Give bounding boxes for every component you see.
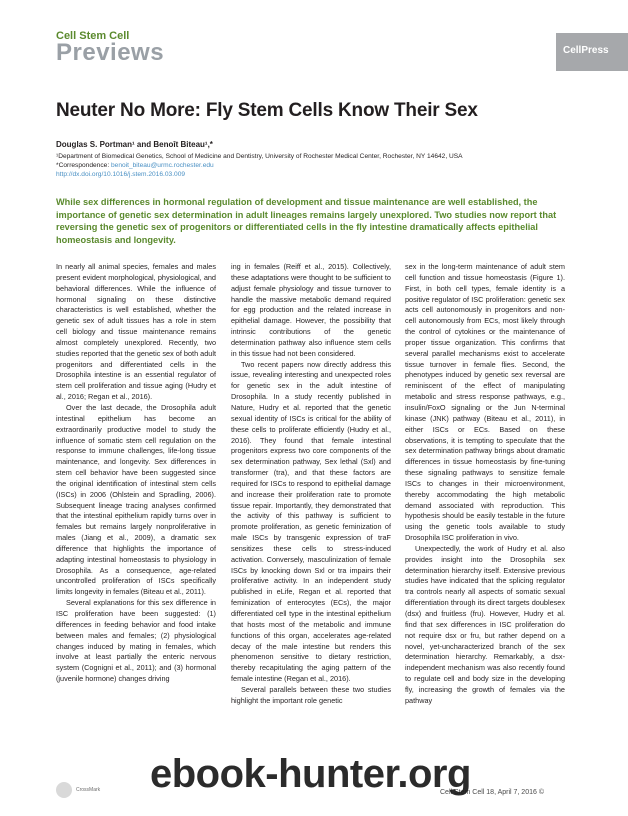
paragraph: ing in females (Reiff et al., 2015). Collectively, these adaptations were thought to be sufficient to adjust female physiology and tissue turnover to handle the massive metabolic demand required for egg production and the related increase in epithelial damage. However, the possibility that intrinsic contributions of the genetic determination pathway also influence stem cells in this tissue had not been considered. [231,262,391,358]
column-2 [231,262,391,707]
paragraph: Several parallels between these two studies highlight the important role genetic [231,684,391,705]
crossmark-label: CrossMark [76,787,101,793]
journal-name: Cell Stem Cell [56,30,130,42]
watermark: ebook-hunter.org [150,752,471,796]
paragraph: Over the last decade, the Drosophila adult intestinal epithelium has become an extraordinarily productive model to study the influence of somatic stem cell regulation on the response to immune challenges, life-long tissue maintenance, and longevity. Sex differences in stem cell behavior have been suggested since the original identification of intestinal stem cells (ISCs) in 2006 (Ohlstein and Spradling, 2006). Subsequent lineage tracing analyses confirmed that the intestinal epithelium rapidly turns over in females but remains largely nonproliferative in males (Jiang et al., 2009), a dramatic sex difference that highlights the importance of adapting intestinal homeostasis to physiology in Drosophila. As a consequence, age-related uncontrolled proliferation of ISCs specifically limits longevity in females (Biteau et al., 2011). [56,402,216,597]
abstract: While sex differences in hormonal regulation of development and tissue maintenance are well established, the importance of genetic sex determination in adult lineages remains largely unexplored. Two studies now report that reversing the genetic sex of progenitors or differentiated cells in the fly intestine dramatically affects epithelial homeostasis and longevity. [56,197,557,245]
column-1 [56,262,216,685]
crossmark-icon[interactable] [56,782,72,798]
paragraph: Unexpectedly, the work of Hudry et al. also provides insight into the Drosophila sex determination hierarchy itself. Extensive previous studies have indicated that the splicing regulator tra controls nearly all aspects of somatic sexual differentiation through its direct targets doublesex (dsx) and fruitless (fru). However, Hudry et al. find that sex differences in ISC proliferation do not require dsx or fru, but rather depend on a novel, yet-uncharacterized branch of the sex determination hierarchy. Remarkably, a dsx-independent mechanism was also recently found to regulate cell and body size in the developing fly, increasing the growth of females via the pathway [405,543,565,705]
paragraph: Several explanations for this sex difference in ISC proliferation have been suggested: (1) differences in feeding behavior and food intake between males and females; (2) physiological changes induced by mating in females, which involve at least partially the enteric nervous system (Cognigni et al., 2011); and (3) hormonal (juvenile hormone) changes driving [56,598,216,684]
page-footer: Cell Stem Cell 18, April 7, 2016 © [440,789,544,796]
affiliation: ¹Department of Biomedical Genetics, School of Medicine and Dentistry, University of Rochester Medical Center, Rochester, NY 14642, USA [56,153,463,160]
paragraph: In nearly all animal species, females and males present evident morphological, physiological, and behavioral differences. While the influence of hormonal signaling on these distinctive characteristics is well established, whether the genetic sex of adult tissues has a role in stem cell biology and tissue maintenance remains almost completely unexplored. Recently, two studies reported that the genetic sex of both adult progenitors and differentiated cells in the Drosophila intestine is an essential regulator of stem cell proliferation and tissue aging (Hudry et al., 2016; Regan et al., 2016). [56,262,216,402]
paragraph: Two recent papers now directly address this issue, revealing interesting and unexpected roles for genetic sex in the adult intestine of Drosophila. In a study recently published in Nature, Hudry et al. reported that the genetic sexual identity of ISCs is critical for the ability of these cells to proliferate efficiently (Hudry et al., 2016). They found that female intestinal progenitors express two core components of the sex determination pathway, Sex lethal (Sxl) and transformer (tra), and that these factors are required for ISCs to respond to epithelial damage and increase their proliferation rate to promote tissue repair. Importantly, they demonstrated that the activity of this pathway is sufficient to promote proliferation, as genetic feminization of male ISCs by transgenic expression of traF sensitizes these cells to stress-induced activation. Conversely, masculinization of female ISCs by knocking down Sxl or tra impairs their proliferative activity. In an independent study published in eLife, Regan et al. reported that feminization of enterocytes (ECs), the major differentiated cell type in the intestinal epithelium that hosts most of the metabolic and immune functions of this organ, accelerates age-related decay of the male intestine but renders this phenomenon sensitive to dietary restriction, thereby recapitulating the aging pattern of the female intestine (Regan et al., 2016). [231,359,391,684]
doi-link[interactable]: http://dx.doi.org/10.1016/j.stem.2016.03.009 [56,171,186,178]
email-link[interactable]: benoit_biteau@urmc.rochester.edu [110,162,214,169]
column-3 [405,262,565,707]
publisher-logo: CellPress [556,33,628,71]
correspondence [56,161,576,170]
section-label: Previews [56,39,165,66]
article-title: Neuter No More: Fly Stem Cells Know Their Sex [56,100,478,121]
correspondence-label: *Correspondence: [56,162,111,169]
author-list: Douglas S. Portman¹ and Benoît Biteau¹,* [56,140,213,149]
paragraph: sex in the long-term maintenance of adult stem cell function and tissue homeostasis (Figure 1). First, in both cell types, female identity is a positive regulator of ISC proliferation: genetic sex acts cell autonomously in progenitors and non-cell autonomously from ECs, most likely through the control of cytokines or the maintenance of proper tissue organization. This confirms that several parallel mechanisms exist to accelerate tissue turnover in female flies. Second, the phenotypes induced by genetic sex reversal are reminiscent of the effect of manipulating metabolic and stress response pathways, e.g., insulin/FoxO signaling or the Jun N-terminal kinase (JNK) pathway (Biteau et al., 2011), in either ISCs or ECs. Based on these observations, it is tempting to speculate that the sex determination pathway brings about dramatic differences in tissue homeostasis by fine-tuning these signaling pathways to sensitize female ISCs to changes in their microenvironment, thereby accommodating the high metabolic demand associated with reproduction. This hypothesis should be easily testable in the future using the genetic tools available to study Drosophila ISC proliferation in vivo. [405,262,565,543]
